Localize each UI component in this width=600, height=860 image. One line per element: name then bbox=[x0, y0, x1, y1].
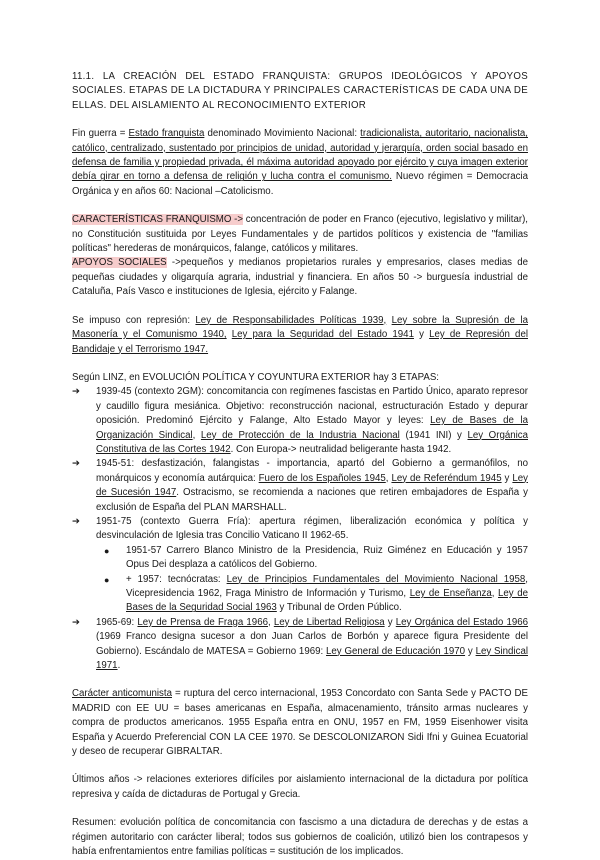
law-reference: Ley de Referéndum 1945 bbox=[391, 472, 502, 484]
text-run: . Ostracismo, se recomienda a naciones que retiren embajadores de España y exclusión de España del PLAN MARSHALL. bbox=[96, 487, 528, 513]
text-run: denominado Movimiento Nacional: bbox=[204, 128, 361, 140]
highlighted-label: APOYOS SOCIALES bbox=[72, 257, 167, 269]
text-run: y bbox=[413, 329, 430, 341]
list-item bbox=[72, 457, 528, 515]
sub-list bbox=[96, 544, 528, 616]
text-run: y Tribunal de Orden Público. bbox=[276, 602, 402, 614]
arrow-icon: ➔ bbox=[72, 515, 81, 527]
text-run: + 1957: tecnócratas: bbox=[126, 573, 227, 585]
paragraph-etapas-intro: Según LINZ, en EVOLUCIÓN POLÍTICA Y COYUNTURA EXTERIOR hay 3 ETAPAS: bbox=[72, 371, 439, 383]
list-item bbox=[72, 515, 528, 616]
text-run: , bbox=[491, 588, 498, 599]
text-run: = ruptura del cerco internacional, 1953 Concordato con Santa Sede y PACTO DE MADRID con EE UU = bases americanas en España, almacenamiento, tránsito armas nucleares y compra de productos americanos. 1955 España entra en ONU, 1957 en FM, 1959 Eisenhower visita España y Acuerdo Preferencial CON LA CEE 1970. Se DESCOLONIZARON Sidi Ifni y Guinea Ecuatorial y deseo de recuperar GIBRALTAR. bbox=[72, 688, 529, 758]
etapas-list bbox=[72, 385, 528, 673]
law-reference: Ley Orgánica del Estado 1966 bbox=[395, 616, 529, 628]
sub-list-item bbox=[104, 544, 528, 573]
paragraph-anticomunista bbox=[72, 687, 528, 759]
text-run: 1951-57 Carrero Blanco Ministro de la Presidencia, Ruiz Giménez en Educación y 1957 Opus Dei desplaza a católicos del Gobierno. bbox=[126, 544, 528, 571]
arrow-icon: ➔ bbox=[72, 458, 81, 470]
text-run: concentración de poder en Franco (ejecutivo, legislativo y militar), no Constitución sustituida por Leyes Fundamentales y de partidos políticos y existencia de "familias políticas" herederas de monárquicos, falange, católicos y militares. bbox=[72, 214, 528, 255]
law-reference: Ley para la Seguridad del Estado 1941 bbox=[231, 329, 414, 341]
text-run: 1965-69: bbox=[96, 616, 138, 628]
text-run: , bbox=[267, 616, 274, 628]
law-reference: Ley de Sucesión 1947 bbox=[96, 472, 528, 499]
sub-list-item bbox=[104, 573, 528, 616]
law-reference: Ley General de Educación 1970 bbox=[326, 645, 466, 657]
paragraph-resumen: Resumen: evolución política de concomitancia con fascismo a una dictadura de derechas y de estas a régimen autoritario con carácter liberal; todos sus gobiernos de coalición, utilizó bien los contrapesos y había enfrentamientos entre familias políticas = sustitución de los implicados. bbox=[72, 817, 528, 858]
document-page bbox=[72, 70, 528, 860]
arrow-icon: ➔ bbox=[72, 616, 81, 628]
underlined-term: Carácter anticomunista bbox=[72, 688, 172, 700]
law-reference: Ley sobre la Supresión de la Masonería y el Comunismo 1940, bbox=[72, 314, 528, 341]
law-reference: Ley de Enseñanza bbox=[409, 588, 492, 599]
law-reference: Ley de Protección de la Industria Nacional bbox=[200, 429, 400, 441]
law-reference: Ley de Represión del Bandidaje y el Terrorismo 1947. bbox=[72, 329, 528, 355]
law-reference: Ley de Libertad Religiosa bbox=[273, 616, 385, 628]
paragraph-caracteristicas bbox=[72, 213, 528, 256]
text-run: Nuevo régimen = Democracia Orgánica y en años 60: Nacional –Catolicismo. bbox=[72, 171, 528, 197]
underlined-term: Estado franquista bbox=[128, 128, 205, 140]
text-run: (1969 Franco designa sucesor a don Juan Carlos de Borbón y aparece figura Presidente del Gobierno). Escándalo de MATESA = Gobierno 1969: bbox=[96, 631, 528, 657]
text-run: y bbox=[465, 645, 476, 657]
text-run: ->pequeños y medianos propietarios rurales y empresarios, clases medias de pequeñas ciudades y oligarquía agraria, industrial y financiera. En años 50 -> burguesía industrial de Cataluña, País Vasco e instituciones de Iglesia, ejército y Falange. bbox=[72, 257, 528, 298]
paragraph-ultimos-anos: Últimos años -> relaciones exteriores difíciles por aislamiento internacional de la dictadura por política represiva y caída de dictaduras de Portugal y Grecia. bbox=[72, 774, 528, 800]
law-reference: Ley de Bases de la Seguridad Social 1963 bbox=[126, 588, 528, 614]
text-run: , Vicepresidencia 1962, Fraga Ministro de Información y Turismo, bbox=[126, 573, 528, 599]
text-run: Fin guerra = bbox=[72, 128, 129, 140]
bullet-icon: ● bbox=[104, 574, 110, 585]
law-reference: Ley de Principios Fundamentales del Movimiento Nacional 1958 bbox=[226, 573, 526, 585]
text-run: y bbox=[501, 472, 513, 484]
text-run: 1945-51: desfastización, falangistas - importancia, apartó del Gobierno a germanófilos, no monárquicos y economía autárquica: bbox=[96, 458, 528, 484]
text-run: , bbox=[385, 472, 392, 484]
text-run: . bbox=[117, 660, 121, 672]
law-reference: Ley de Responsabilidades Políticas 1939, bbox=[195, 314, 387, 326]
text-run: , bbox=[192, 429, 201, 441]
law-reference: Ley Orgánica Constitutiva de las Cortes 1942 bbox=[96, 429, 528, 455]
bullet-icon: ● bbox=[104, 545, 110, 556]
text-run: (1941 INI) y bbox=[399, 429, 468, 441]
text-run: Se impuso con represión: bbox=[72, 314, 196, 326]
law-reference: Fuero de los Españoles 1945 bbox=[258, 472, 386, 484]
document-title: 11.1. LA CREACIÓN DEL ESTADO FRANQUISTA: GRUPOS IDEOLÓGICOS Y APOYOS SOCIALES. ETAPAS DE LA DICTADURA Y PRINCIPALES CARACTERÍSTICAS DE CADA UNA DE ELLAS. DEL AISLAMIENTO AL RECONOCIMIENTO EXTERIOR bbox=[72, 71, 528, 111]
highlighted-label: CARACTERÍSTICAS FRANQUISMO -> bbox=[72, 214, 244, 226]
law-reference: Ley de Prensa de Fraga 1966 bbox=[137, 616, 268, 628]
paragraph-estado-franquista bbox=[72, 127, 528, 199]
law-reference: Ley de Bases de la Organización Sindical bbox=[96, 415, 528, 441]
text-run: 1939-45 (contexto 2GM): concomitancia con regímenes fascistas en Partido Único, aparato represor y caudillo figura mesiánica. Objetivo: reconstrucción nacional, estructuración Estado y depurar oposición. Predominó Ejército y Falange, Alto Estado Mayor y leyes: bbox=[96, 386, 528, 427]
underlined-term: tradicionalista, autoritario, nacionalista, católico, centralizado, sustentado por principios de unidad, autoridad y jerarquía, orden social basado en defensa de familia y propiedad privada, él máxima autoridad apoyado por ejército y cuya imagen exterior debía girar en torno a defensa de religión y lucha contra el comunismo. bbox=[72, 128, 528, 183]
list-item bbox=[72, 385, 528, 457]
arrow-icon: ➔ bbox=[72, 386, 81, 398]
text-run: 1951-75 (contexto Guerra Fría): apertura régimen, liberalización económica y política y desvinculación de Iglesia tras Concilio Vaticano II 1962-65. bbox=[96, 515, 528, 542]
paragraph-represion bbox=[72, 314, 528, 357]
text-run: . Con Europa-> neutralidad beligerante hasta 1942. bbox=[230, 443, 452, 455]
law-reference: Ley Sindical 1971 bbox=[96, 645, 528, 672]
paragraph-apoyos bbox=[72, 256, 528, 299]
text-run: y bbox=[384, 616, 396, 628]
list-item bbox=[72, 616, 529, 674]
